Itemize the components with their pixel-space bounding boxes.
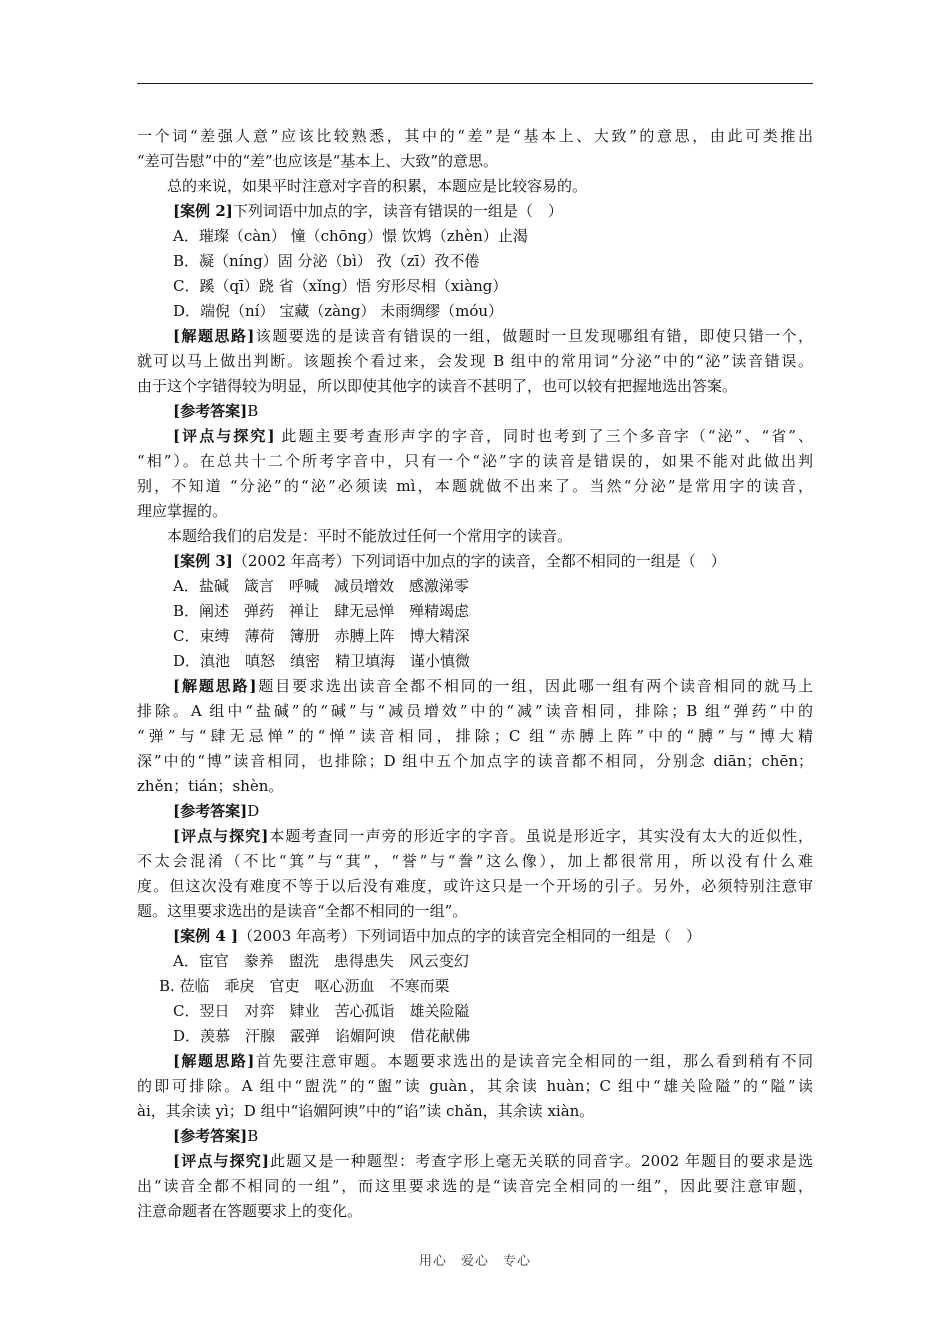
analysis-text: 题目要求选出读音全都不相同的一组，因此哪一组有两个读音相同的就马上: [256, 677, 813, 695]
answer-label: [参考答案]: [173, 1127, 248, 1145]
comment-label: [评点与探究]: [173, 427, 275, 445]
answer-value: B: [247, 1127, 259, 1145]
case3-analysis: [137, 674, 813, 699]
answer-value: B: [247, 402, 259, 420]
text-line: 总的来说，如果平时注意对字音的积累，本题应是比较容易的。: [167, 177, 588, 195]
text-line: 本题给我们的启发是：平时不能放过任何一个常用字的读音。: [167, 527, 573, 545]
case4-option-c: C．翌日 对弈 肄业 苦心孤诣 雄关险隘: [173, 1002, 470, 1020]
case4-answer: [137, 1124, 813, 1149]
analysis-text: 首先要注意审题。本题要求选出的是读音完全相同的一组，那么看到稍有不同: [254, 1052, 813, 1070]
case2-answer: [137, 399, 813, 424]
text-line: 排除。A 组中“盐碱”的“碱”与“减员增效”中的“减”读音相同，排除；B 组“弹药”中的: [137, 702, 813, 720]
case4-analysis: [137, 1049, 813, 1074]
text-line: 题。这里要求选出的是读音“全都不相同的一组”。: [137, 902, 468, 920]
text-line: 一个词“差强人意”应该比较熟悉，其中的“差”是“基本上、大致”的意思，由此可类推出: [137, 127, 813, 145]
case4-comment: [137, 1149, 813, 1174]
case2-option-b: B．凝（níng）固 分泌（bì） 孜（zī）孜不倦: [173, 252, 480, 270]
text-line: 的即可排除。A 组中“盥洗”的“盥”读 guàn，其余读 huàn；C 组中“雄关险隘”的“隘”读: [137, 1077, 813, 1095]
answer-label: [参考答案]: [173, 802, 248, 820]
comment-text: 此题又是一种题型：考查字形上毫无关联的同音字。2002 年题目的要求是选: [268, 1152, 813, 1170]
case3-label: [案例 3]: [173, 552, 233, 570]
text-line: 就可以马上做出判断。该题挨个看过来，会发现 B 组中的常用词“分泌”中的“泌”读音错误。: [137, 352, 813, 370]
case4-option-b: B. 莅临 乖戾 官吏 呕心沥血 不寒而栗: [159, 977, 450, 995]
case4-question-text: （2003 年高考）下列词语中加点的字的读音完全相同的一组是（ ）: [238, 927, 702, 945]
text-line: 深”中的“博”读音相同，也排除；D 组中五个加点字的读音都不相同，分别念 diān；chēn；: [137, 752, 813, 770]
case2-question-text: 下列词语中加点的字，读音有错误的一组是（ ）: [232, 202, 563, 220]
case3-option-b: B．阐述 弹药 禅让 肆无忌惮 殚精竭虑: [173, 602, 470, 620]
text-line: 别，不知道 “分泌”的“泌”必须读 mì，本题就做不出来了。当然“分泌”是常用字的读音，: [137, 477, 813, 495]
comment-text: 此题主要考查形声字的字音，同时也考到了三个多音字（“泌”、“省”、: [274, 427, 813, 445]
text-line: “相”）。在总共十二个所考字音中，只有一个“泌”字的读音是错误的，如果不能对此做出判: [137, 452, 813, 470]
answer-value: D: [247, 802, 260, 820]
text-line: ài，其余读 yì；D 组中“谄媚阿谀”中的“谄”读 chǎn，其余读 xiàn。: [137, 1102, 595, 1120]
case2-analysis: [137, 324, 813, 349]
case2-label: [案例 2]: [173, 202, 233, 220]
case3-option-c: C．束缚 薄荷 簿册 赤膊上阵 博大精深: [173, 627, 470, 645]
case4-option-a: A．宦官 豢养 盥洗 患得患失 风云变幻: [173, 952, 469, 970]
text-line: 不太会混淆（不比“箕”与“萁”，“誉”与“誊”这么像），加上都很常用，所以没有什么难: [137, 852, 813, 870]
analysis-label: [解题思路]: [173, 327, 255, 345]
case4-question: [137, 924, 813, 949]
answer-label: [参考答案]: [173, 402, 248, 420]
analysis-label: [解题思路]: [173, 1052, 255, 1070]
text-line: “差可告慰”中的“差”也应该是“基本上、大致”的意思。: [137, 152, 499, 170]
comment-label: [评点与探究]: [173, 827, 269, 845]
text-line: 度。但这次没有难度不等于以后没有难度，或许这只是一个开场的引子。另外，必须特别注意审: [137, 877, 813, 895]
text-line: 注意命题者在答题要求上的变化。: [137, 1202, 363, 1220]
case2-option-a: A．璀璨（càn） 憧（chōng）憬 饮鸩（zhèn）止渴: [173, 227, 528, 245]
case3-answer: [137, 799, 813, 824]
analysis-text: 该题要选的是读音有错误的一组，做题时一旦发现哪组有错，即使只错一个，: [254, 327, 813, 345]
case3-option-a: A．盐碱 箴言 呼喊 减员增效 感激涕零: [173, 577, 469, 595]
header-rule: [137, 83, 813, 84]
case2-question: [137, 199, 813, 224]
text-line: 出“读音全都不相同的一组”，而这里要求选的是“读音完全相同的一组”，因此要注意审题，: [137, 1177, 813, 1195]
case3-question-text: （2002 年高考）下列词语中加点的字的读音，全都不相同的一组是（ ）: [232, 552, 726, 570]
text-line: 由于这个字错得较为明显，所以即使其他字的读音不甚明了，也可以较有把握地选出答案。: [137, 377, 738, 395]
case2-option-c: C．蹊（qī）跷 省（xǐng）悟 穷形尽相（xiàng）: [173, 277, 508, 295]
case4-option-d: D．羡慕 汗腺 霰弹 谄媚阿谀 借花献佛: [173, 1027, 471, 1045]
document-body: [137, 124, 813, 1224]
comment-text: 本题考查同一声旁的形近字的字音。虽说是形近字，其实没有太大的近似性，: [268, 827, 813, 845]
page-footer: 用心 爱心 专心: [418, 1254, 531, 1269]
case3-comment: [137, 824, 813, 849]
text-line: 理应掌握的。: [137, 502, 228, 520]
case4-label: [案例 4 ]: [173, 927, 239, 945]
case2-comment: [137, 424, 813, 449]
case2-option-d: D．端倪（ní） 宝藏（zàng） 未雨绸缪（móu）: [173, 302, 504, 320]
case3-question: [137, 549, 813, 574]
comment-label: [评点与探究]: [173, 1152, 269, 1170]
case3-option-d: D．滇池 嗔怒 缜密 精卫填海 谨小慎微: [173, 652, 471, 670]
analysis-label: [解题思路]: [173, 677, 257, 695]
text-line: “弹”与“肆无忌惮”的“惮”读音相同，排除；C 组“赤膊上阵”中的“膊”与“博大精: [137, 727, 813, 745]
text-line: zhěn；tián；shèn。: [137, 777, 284, 795]
